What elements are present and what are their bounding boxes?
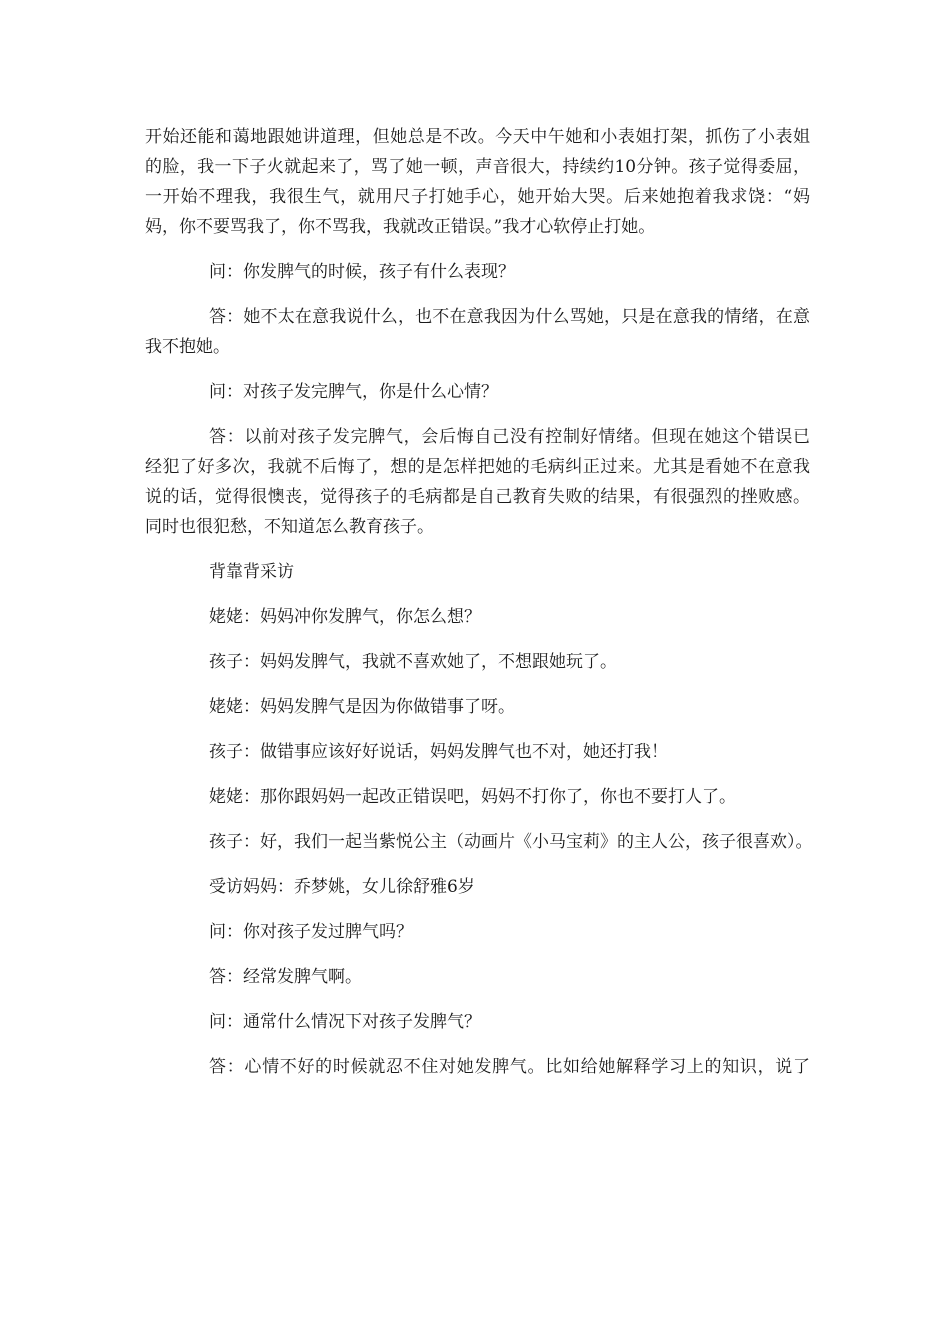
question-1: 问：你发脾气的时候，孩子有什么表现？ — [209, 262, 515, 282]
text-line: 答：她不太在意我说什么，也不在意我因为什么骂她，只是在意我的情绪，在意 — [209, 307, 810, 327]
text-line: 的脸，我一下子火就起来了，骂了她一顿，声音很大，持续约10分钟。孩子觉得委屈， — [145, 157, 810, 177]
question-4: 问：通常什么情况下对孩子发脾气？ — [209, 1012, 481, 1032]
text-line: 答：以前对孩子发完脾气，会后悔自己没有控制好情绪。但现在她这个错误已 — [209, 427, 810, 447]
answer-2 — [145, 422, 810, 542]
answer-3: 答：经常发脾气啊。 — [209, 967, 362, 987]
answer-1 — [145, 302, 810, 362]
text-line: 经犯了好多次，我就不后悔了，想的是怎样把她的毛病纠正过来。尤其是看她不在意我 — [145, 457, 810, 477]
question-2: 问：对孩子发完脾气，你是什么心情？ — [209, 382, 498, 402]
text-line: 同时也很犯愁，不知道怎么教育孩子。 — [145, 517, 434, 537]
paragraph-story — [145, 122, 810, 242]
text-line: 妈，你不要骂我了，你不骂我，我就改正错误。”我才心软停止打她。 — [145, 217, 656, 237]
answer-4: 答：心情不好的时候就忍不住对她发脾气。比如给她解释学习上的知识，说了 — [209, 1057, 810, 1077]
text-line: 开始还能和蔼地跟她讲道理，但她总是不改。今天中午她和小表姐打架，抓伤了小表姐 — [145, 127, 810, 147]
dialogue-line: 姥姥：妈妈发脾气是因为你做错事了呀。 — [209, 697, 515, 717]
dialogue-line: 孩子：好，我们一起当紫悦公主（动画片《小马宝莉》的主人公，孩子很喜欢）。 — [209, 832, 813, 852]
text-line: 一开始不理我，我很生气，就用尺子打她手心，她开始大哭。后来她抱着我求饶：“妈 — [145, 187, 810, 207]
interviewee-intro: 受访妈妈：乔梦姚，女儿徐舒雅6岁 — [209, 877, 475, 897]
text-line: 我不抱她。 — [145, 337, 230, 357]
dialogue-line: 孩子：做错事应该好好说话，妈妈发脾气也不对，她还打我！ — [209, 742, 668, 762]
text-line: 说的话，觉得很懊丧，觉得孩子的毛病都是自己教育失败的结果，有很强烈的挫败感。 — [145, 487, 810, 507]
dialogue-line: 姥姥：那你跟妈妈一起改正错误吧，妈妈不打你了，你也不要打人了。 — [209, 787, 736, 807]
dialogue-line: 姥姥：妈妈冲你发脾气，你怎么想？ — [209, 607, 481, 627]
article-body — [145, 122, 813, 1082]
section-title: 背靠背采访 — [209, 562, 294, 582]
question-3: 问：你对孩子发过脾气吗？ — [209, 922, 413, 942]
dialogue-line: 孩子：妈妈发脾气，我就不喜欢她了，不想跟她玩了。 — [209, 652, 617, 672]
